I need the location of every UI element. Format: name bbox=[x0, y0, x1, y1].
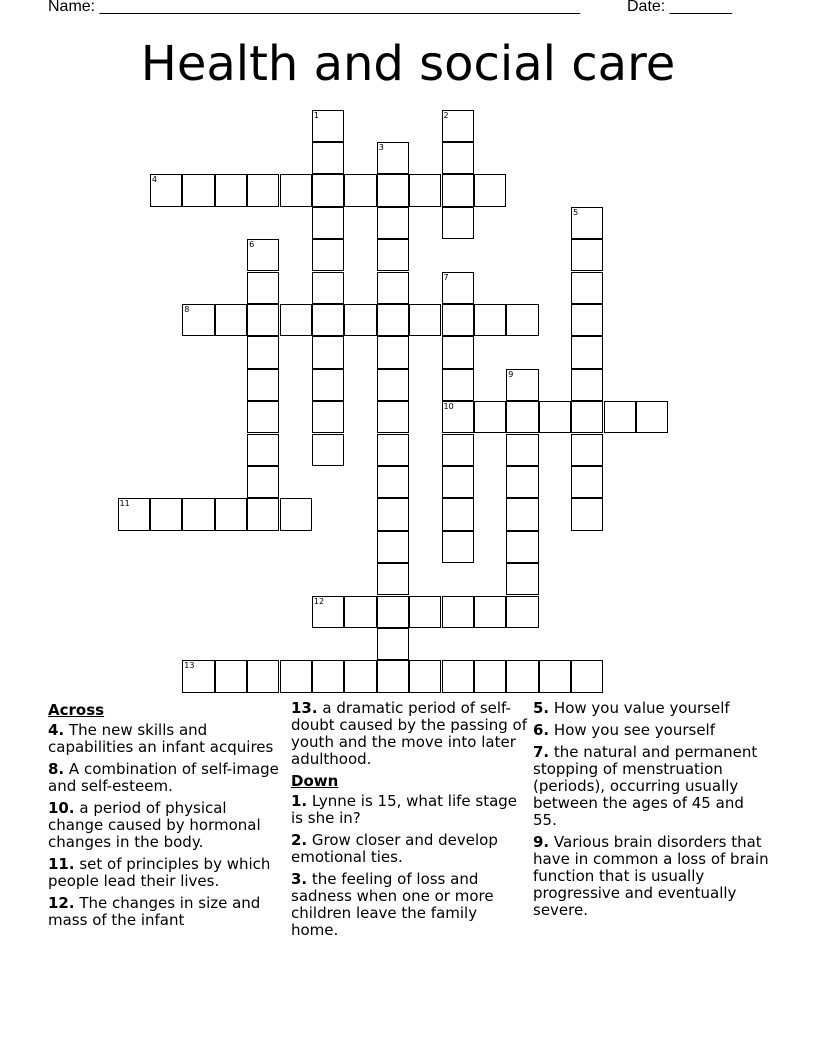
grid-cell[interactable] bbox=[377, 174, 409, 206]
grid-cell[interactable] bbox=[506, 498, 538, 530]
grid-cell[interactable] bbox=[377, 563, 409, 595]
grid-cell[interactable] bbox=[571, 498, 603, 530]
clue-text: The changes in size and mass of the infant bbox=[48, 894, 261, 929]
grid-cell[interactable] bbox=[247, 401, 279, 433]
clue-text: a dramatic period of self-doubt caused by the passing of youth and the move into later adulthood. bbox=[291, 699, 527, 768]
grid-cell[interactable] bbox=[474, 596, 506, 628]
clue-text: set of principles by which people lead their lives. bbox=[48, 855, 271, 890]
grid-cell[interactable] bbox=[474, 401, 506, 433]
grid-cell[interactable] bbox=[312, 207, 344, 239]
clue-number: 11. bbox=[48, 855, 75, 873]
grid-cell[interactable] bbox=[377, 239, 409, 271]
grid-cell[interactable] bbox=[442, 110, 474, 142]
clue-text: How you value yourself bbox=[553, 699, 730, 717]
grid-cell[interactable] bbox=[344, 596, 376, 628]
grid-cell[interactable] bbox=[377, 369, 409, 401]
grid-cell[interactable] bbox=[506, 401, 538, 433]
grid-cell[interactable] bbox=[409, 596, 441, 628]
clue-text: a period of physical change caused by hormonal changes in the body. bbox=[48, 799, 261, 851]
clue-text: Grow closer and develop emotional ties. bbox=[291, 831, 498, 866]
cell-number: 2 bbox=[443, 110, 449, 120]
grid-cell[interactable] bbox=[442, 498, 474, 530]
grid-cell[interactable] bbox=[312, 239, 344, 271]
clues-column-1 bbox=[48, 700, 284, 934]
clue-text: the feeling of loss and sadness when one or more children leave the family home. bbox=[291, 870, 494, 939]
clue-across-10 bbox=[48, 800, 284, 851]
grid-cell[interactable] bbox=[312, 174, 344, 206]
grid-cell[interactable] bbox=[442, 207, 474, 239]
clue-across-12 bbox=[48, 895, 284, 929]
grid-cell[interactable] bbox=[247, 660, 279, 692]
grid-cell[interactable] bbox=[442, 142, 474, 174]
clue-text: How you see yourself bbox=[553, 721, 716, 739]
grid-cell[interactable] bbox=[182, 498, 214, 530]
clue-text: The new skills and capabilities an infant acquires bbox=[48, 721, 274, 756]
grid-cell[interactable] bbox=[442, 174, 474, 206]
grid-cell[interactable] bbox=[312, 401, 344, 433]
clue-text: the natural and permanent stopping of menstruation (periods), occurring usually between the ages of 45 and 55. bbox=[533, 743, 758, 829]
grid-cell[interactable] bbox=[312, 336, 344, 368]
grid-cell[interactable] bbox=[506, 304, 538, 336]
grid-cell[interactable] bbox=[215, 174, 247, 206]
grid-cell[interactable] bbox=[571, 336, 603, 368]
clue-number: 13. bbox=[291, 699, 318, 717]
grid-cell[interactable] bbox=[442, 369, 474, 401]
grid-cell[interactable] bbox=[280, 498, 312, 530]
grid-cell[interactable] bbox=[377, 531, 409, 563]
cell-number: 13 bbox=[184, 661, 195, 671]
grid-cell[interactable] bbox=[506, 369, 538, 401]
cell-number: 1 bbox=[313, 110, 319, 120]
grid-cell[interactable] bbox=[312, 142, 344, 174]
clue-number: 12. bbox=[48, 894, 75, 912]
clue-down-3 bbox=[291, 871, 527, 939]
grid-cell[interactable] bbox=[409, 660, 441, 692]
grid-cell[interactable] bbox=[506, 531, 538, 563]
grid-cell[interactable] bbox=[377, 401, 409, 433]
grid-cell[interactable] bbox=[571, 434, 603, 466]
grid-cell[interactable] bbox=[215, 304, 247, 336]
grid-cell[interactable] bbox=[182, 304, 214, 336]
date-field[interactable]: Date: _______ bbox=[627, 0, 732, 15]
grid-cell[interactable] bbox=[409, 174, 441, 206]
grid-cell[interactable] bbox=[312, 660, 344, 692]
grid-cell[interactable] bbox=[539, 660, 571, 692]
grid-cell[interactable] bbox=[377, 466, 409, 498]
grid-cell[interactable] bbox=[377, 272, 409, 304]
grid-cell[interactable] bbox=[247, 434, 279, 466]
grid-cell[interactable] bbox=[247, 466, 279, 498]
clue-text: A combination of self-image and self-esteem. bbox=[48, 760, 279, 795]
cell-number: 10 bbox=[443, 402, 454, 412]
grid-cell[interactable] bbox=[377, 434, 409, 466]
grid-cell[interactable] bbox=[312, 272, 344, 304]
grid-cell[interactable] bbox=[247, 239, 279, 271]
clues-column-2 bbox=[291, 700, 527, 944]
clue-across-11 bbox=[48, 856, 284, 890]
cell-number: 12 bbox=[313, 596, 325, 606]
grid-cell[interactable] bbox=[280, 304, 312, 336]
clue-down-9 bbox=[533, 834, 769, 919]
grid-cell[interactable] bbox=[442, 401, 474, 433]
grid-cell[interactable] bbox=[506, 660, 538, 692]
across-heading: Across bbox=[48, 701, 105, 719]
page-title: Health and social care bbox=[140, 36, 676, 92]
clue-down-6 bbox=[533, 722, 769, 739]
grid-cell[interactable] bbox=[474, 174, 506, 206]
grid-cell[interactable] bbox=[571, 239, 603, 271]
grid-cell[interactable] bbox=[442, 660, 474, 692]
clue-across-13 bbox=[291, 700, 527, 768]
grid-cell[interactable] bbox=[571, 207, 603, 239]
grid-cell[interactable] bbox=[571, 304, 603, 336]
cell-number: 6 bbox=[249, 240, 255, 250]
grid-cell[interactable] bbox=[280, 174, 312, 206]
grid-cell[interactable] bbox=[312, 596, 344, 628]
cell-number: 4 bbox=[151, 175, 157, 185]
grid-cell[interactable] bbox=[312, 434, 344, 466]
grid-cell[interactable] bbox=[344, 660, 376, 692]
clue-text: Various brain disorders that have in common a loss of brain function that is usually progressive and eventually severe. bbox=[533, 833, 769, 919]
grid-cell[interactable] bbox=[377, 628, 409, 660]
grid-cell[interactable] bbox=[409, 304, 441, 336]
grid-cell[interactable] bbox=[280, 660, 312, 692]
grid-cell[interactable] bbox=[182, 660, 214, 692]
cell-number: 3 bbox=[378, 142, 384, 152]
clue-across-8 bbox=[48, 761, 284, 795]
grid-cell[interactable] bbox=[377, 336, 409, 368]
clue-down-2 bbox=[291, 832, 527, 866]
grid-cell[interactable] bbox=[344, 304, 376, 336]
cell-number: 8 bbox=[184, 304, 190, 314]
clue-number: 10. bbox=[48, 799, 75, 817]
clue-down-7 bbox=[533, 744, 769, 829]
clue-number: 7. bbox=[533, 743, 550, 761]
grid-cell[interactable] bbox=[215, 498, 247, 530]
clue-number: 2. bbox=[291, 831, 308, 849]
down-heading: Down bbox=[291, 772, 339, 790]
grid-cell[interactable] bbox=[312, 369, 344, 401]
clue-number: 8. bbox=[48, 760, 65, 778]
clue-down-5 bbox=[533, 700, 769, 717]
grid-cell[interactable] bbox=[312, 110, 344, 142]
cell-number: 5 bbox=[573, 207, 579, 217]
clue-number: 3. bbox=[291, 870, 308, 888]
grid-cell[interactable] bbox=[442, 434, 474, 466]
clue-number: 6. bbox=[533, 721, 550, 739]
clue-number: 9. bbox=[533, 833, 550, 851]
grid-cell[interactable] bbox=[571, 660, 603, 692]
cell-number: 11 bbox=[119, 499, 130, 509]
grid-cell[interactable] bbox=[312, 304, 344, 336]
grid-cell[interactable] bbox=[636, 401, 668, 433]
grid-cell[interactable] bbox=[442, 531, 474, 563]
grid-cell[interactable] bbox=[506, 596, 538, 628]
grid-cell[interactable] bbox=[442, 272, 474, 304]
grid-cell[interactable] bbox=[377, 498, 409, 530]
cell-number: 9 bbox=[508, 369, 514, 379]
grid-cell[interactable] bbox=[215, 660, 247, 692]
clue-number: 5. bbox=[533, 699, 550, 717]
grid-cell[interactable] bbox=[377, 142, 409, 174]
grid-cell[interactable] bbox=[150, 498, 182, 530]
grid-cell[interactable] bbox=[344, 174, 376, 206]
cell-number: 7 bbox=[443, 272, 449, 282]
grid-cell[interactable] bbox=[247, 304, 279, 336]
grid-cell[interactable] bbox=[571, 369, 603, 401]
grid-cell[interactable] bbox=[506, 563, 538, 595]
clue-number: 4. bbox=[48, 721, 65, 739]
grid-cell[interactable] bbox=[539, 401, 571, 433]
grid-cell[interactable] bbox=[247, 336, 279, 368]
grid-cell[interactable] bbox=[150, 174, 182, 206]
grid-cell[interactable] bbox=[247, 174, 279, 206]
grid-cell[interactable] bbox=[474, 304, 506, 336]
grid-cell[interactable] bbox=[506, 434, 538, 466]
grid-cell[interactable] bbox=[571, 272, 603, 304]
grid-cell[interactable] bbox=[377, 660, 409, 692]
grid-cell[interactable] bbox=[247, 498, 279, 530]
clues-column-3 bbox=[533, 700, 769, 924]
grid-cell[interactable] bbox=[377, 304, 409, 336]
grid-cell[interactable] bbox=[247, 369, 279, 401]
grid-cell[interactable] bbox=[571, 466, 603, 498]
grid-cell[interactable] bbox=[118, 498, 150, 530]
grid-cell[interactable] bbox=[182, 174, 214, 206]
clue-number: 1. bbox=[291, 792, 308, 810]
name-field[interactable]: Name: ______________________________________________________ bbox=[48, 0, 581, 15]
grid-cell[interactable] bbox=[377, 596, 409, 628]
grid-cell[interactable] bbox=[474, 660, 506, 692]
clue-across-4 bbox=[48, 722, 284, 756]
grid-cell[interactable] bbox=[571, 401, 603, 433]
clue-text: Lynne is 15, what life stage is she in? bbox=[291, 792, 518, 827]
grid-cell[interactable] bbox=[247, 272, 279, 304]
grid-cell[interactable] bbox=[442, 466, 474, 498]
grid-cell[interactable] bbox=[506, 466, 538, 498]
grid-cell[interactable] bbox=[442, 596, 474, 628]
grid-cell[interactable] bbox=[442, 304, 474, 336]
clue-down-1 bbox=[291, 793, 527, 827]
grid-cell[interactable] bbox=[604, 401, 636, 433]
grid-cell[interactable] bbox=[442, 336, 474, 368]
grid-cell[interactable] bbox=[377, 207, 409, 239]
